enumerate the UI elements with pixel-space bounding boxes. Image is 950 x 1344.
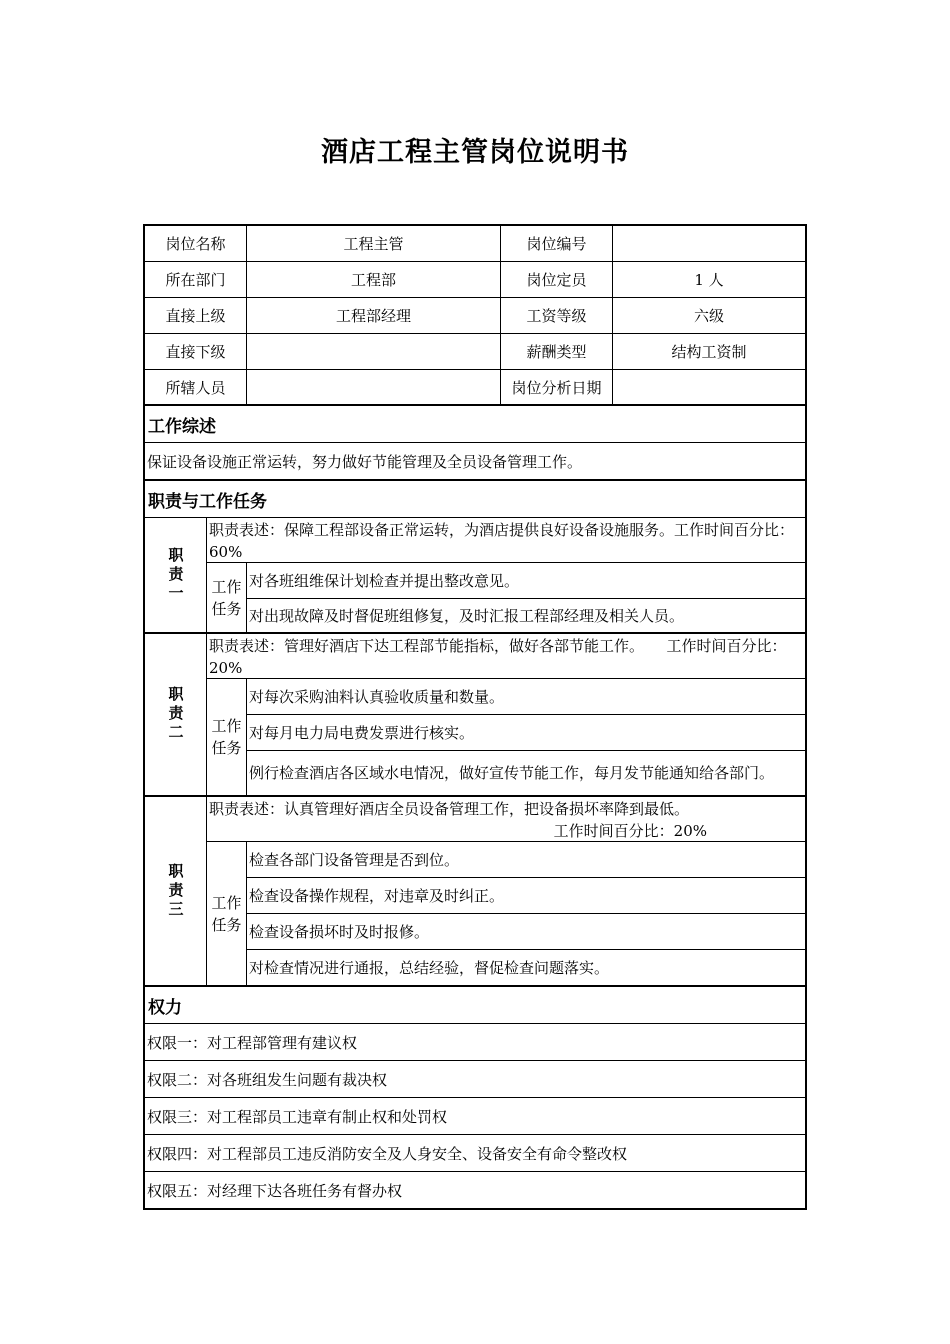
authority-item: 权限四：对工程部员工违反消防安全及人身安全、设备安全有命令整改权 xyxy=(147,1144,628,1163)
authority-row xyxy=(145,1135,805,1172)
info-value: 工程部经理 xyxy=(247,298,501,333)
summary-text-row xyxy=(145,443,805,481)
info-row xyxy=(145,226,805,262)
duty-description: 职责表述：保障工程部设备正常运转，为酒店提供良好设备设施服务。工作时间百分比：60% xyxy=(207,518,805,563)
task-label-text: 工作任务 xyxy=(211,893,242,934)
summary-heading-row xyxy=(145,406,805,443)
duty-label-text: 职责一 xyxy=(166,546,185,604)
duty-description: 职责表述：管理好酒店下达工程部节能指标，做好各部节能工作。 工作时间百分比：20% xyxy=(207,634,805,679)
duty-label xyxy=(145,634,207,795)
duty-label xyxy=(145,518,207,632)
duties-heading-row xyxy=(145,481,805,518)
basic-info-section xyxy=(145,226,805,406)
info-label: 工资等级 xyxy=(501,298,613,333)
duty-block-3 xyxy=(145,797,805,987)
info-label: 直接上级 xyxy=(145,298,247,333)
info-value: 结构工资制 xyxy=(671,343,747,361)
info-value xyxy=(613,370,805,404)
authority-item: 权限三：对工程部员工违章有制止权和处罚权 xyxy=(147,1107,448,1126)
document-title: 酒店工程主管岗位说明书 xyxy=(321,137,629,168)
info-label: 岗位名称 xyxy=(145,226,247,261)
task-label xyxy=(207,842,247,985)
info-label: 岗位定员 xyxy=(501,262,613,297)
duty-time-percent: 工作时间百分比：20% xyxy=(553,822,707,840)
info-row xyxy=(145,298,805,334)
authority-item: 权限二：对各班组发生问题有裁决权 xyxy=(147,1070,388,1089)
authority-row xyxy=(145,1172,805,1208)
info-value xyxy=(247,370,501,404)
info-row xyxy=(145,262,805,298)
info-label: 所在部门 xyxy=(145,262,247,297)
summary-heading: 工作综述 xyxy=(148,416,216,437)
task-item: 对检查情况进行通报，总结经验，督促检查问题落实。 xyxy=(249,958,610,977)
task-item: 对各班组维保计划检查并提出整改意见。 xyxy=(247,563,805,599)
task-item: 对每次采购油料认真验收质量和数量。 xyxy=(247,679,805,715)
duty-block-2 xyxy=(145,634,805,797)
task-item: 检查各部门设备管理是否到位。 xyxy=(247,842,805,878)
task-item: 对出现故障及时督促班组修复，及时汇报工程部经理及相关人员。 xyxy=(249,606,685,625)
authority-row xyxy=(145,1098,805,1135)
task-label xyxy=(207,563,247,632)
info-label: 直接下级 xyxy=(145,334,247,369)
info-value xyxy=(613,226,805,261)
info-value: 工程主管 xyxy=(247,226,501,261)
duty-label-text: 职责二 xyxy=(166,686,185,743)
authority-row xyxy=(145,1024,805,1061)
task-item: 检查设备操作规程，对违章及时纠正。 xyxy=(247,878,805,914)
authority-item: 权限一：对工程部管理有建议权 xyxy=(147,1033,358,1052)
summary-text: 保证设备设施正常运转，努力做好节能管理及全员设备管理工作。 xyxy=(147,452,583,471)
task-item: 对每月电力局电费发票进行核实。 xyxy=(247,715,805,751)
info-value: 工程部 xyxy=(247,262,501,297)
info-label: 岗位编号 xyxy=(501,226,613,261)
duty-label xyxy=(145,797,207,985)
duties-heading: 职责与工作任务 xyxy=(148,491,267,512)
info-value: 1 人 xyxy=(694,271,724,289)
authority-heading: 权力 xyxy=(148,997,182,1018)
info-row xyxy=(145,370,805,406)
duty-label-text: 职责三 xyxy=(166,862,185,920)
info-label: 薪酬类型 xyxy=(501,334,613,369)
info-row xyxy=(145,334,805,370)
task-item: 检查设备损坏时及时报修。 xyxy=(247,914,805,950)
info-label: 岗位分析日期 xyxy=(501,370,613,404)
job-description-table xyxy=(143,224,807,1210)
task-label xyxy=(207,679,247,795)
duty-description xyxy=(207,797,805,842)
authority-item: 权限五：对经理下达各班任务有督办权 xyxy=(147,1181,403,1200)
info-label: 所辖人员 xyxy=(145,370,247,404)
task-label-text: 工作任务 xyxy=(211,577,242,618)
info-value xyxy=(247,334,501,369)
authority-heading-row xyxy=(145,987,805,1024)
duty-description-text: 职责表述：认真管理好酒店全员设备管理工作，把设备损坏率降到最低。 xyxy=(209,800,690,818)
duty-block-1 xyxy=(145,518,805,634)
task-label-text: 工作任务 xyxy=(211,717,242,757)
task-item: 例行检查酒店各区域水电情况，做好宣传节能工作，每月发节能通知给各部门。 xyxy=(249,764,775,782)
authority-row xyxy=(145,1061,805,1098)
info-value: 六级 xyxy=(693,307,724,325)
